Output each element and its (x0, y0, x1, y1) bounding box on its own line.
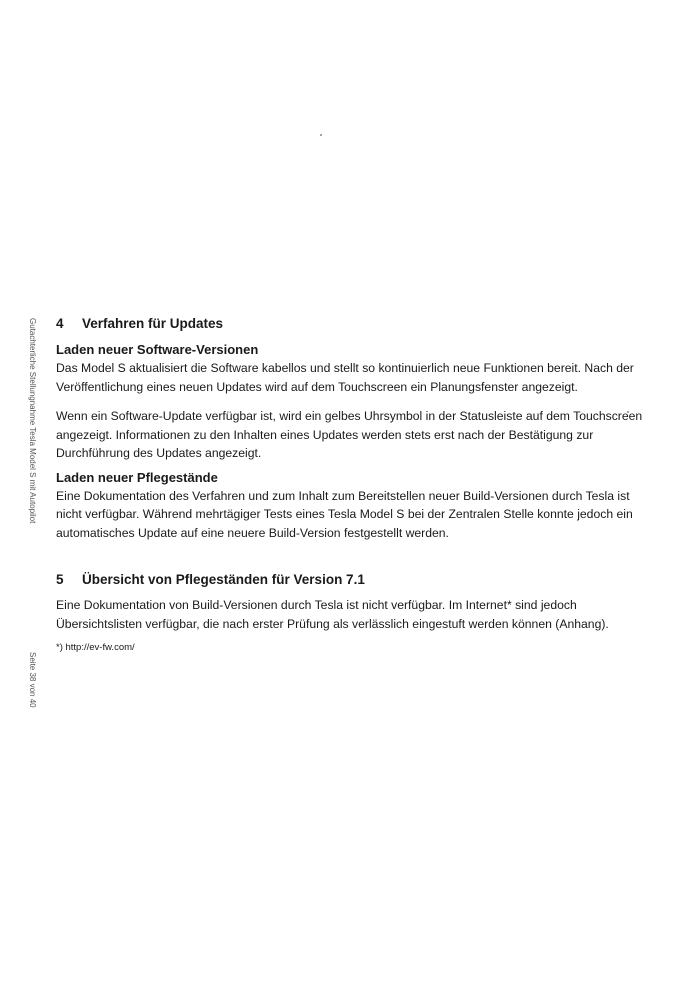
section-4-title: Verfahren für Updates (82, 316, 224, 331)
scan-speck (320, 134, 322, 136)
page-number-margin: Seite 38 von 40 (28, 652, 37, 708)
document-title-margin: Gutachterliche Stellungnahme Tesla Model S mit Autopilot (28, 318, 37, 524)
subheading-software-versions: Laden neuer Software-Versionen (56, 342, 259, 357)
section-5-number: 5 (56, 572, 64, 587)
subheading-pflegestaende: Laden neuer Pflegestände (56, 469, 218, 485)
paragraph-software-1: Das Model S aktualisiert die Software kabellos und stellt so kontinuierlich neue Funktionen bereit. Nach der Veröffentlichung eines neuen Updates wird auf dem Touchscreen ein Planungsfenster angezeigt. (56, 361, 634, 394)
footnote: *) http://ev-fw.com/ (56, 642, 135, 653)
section-4-number: 4 (56, 316, 64, 331)
section-5-title: Übersicht von Pflegeständen für Version 7.1 (82, 572, 365, 587)
paragraph-overview: Eine Dokumentation von Build-Versionen durch Tesla ist nicht verfügbar. Im Internet* sind jedoch Übersichtslisten verfügbar, die nach erster Prüfung als verlässlich eingestuft werden können (Anhang). (56, 598, 609, 631)
paragraph-pflegestaende: Eine Dokumentation des Verfahren und zum Inhalt zum Bereitstellen neuer Build-Versionen durch Tesla ist nicht verfügbar. Während mehrtägiger Tests eines Tesla Model S bei der Zentralen Stelle konnte jedoch ein automatisches Update auf eine neuere Build-Version festgestellt werden. (56, 488, 633, 540)
page-content (56, 316, 646, 658)
paragraph-software-2: Wenn ein Software-Update verfügbar ist, wird ein gelbes Uhrsymbol in der Statusleiste auf dem Touchscreen angezeigt. Informationen zu den Inhalten eines Updates werden stets erst nach der Bestätigung zur Durchführung des Updates angezeigt. (56, 409, 643, 460)
section-4-heading (56, 316, 646, 331)
section-5-heading (56, 572, 646, 587)
